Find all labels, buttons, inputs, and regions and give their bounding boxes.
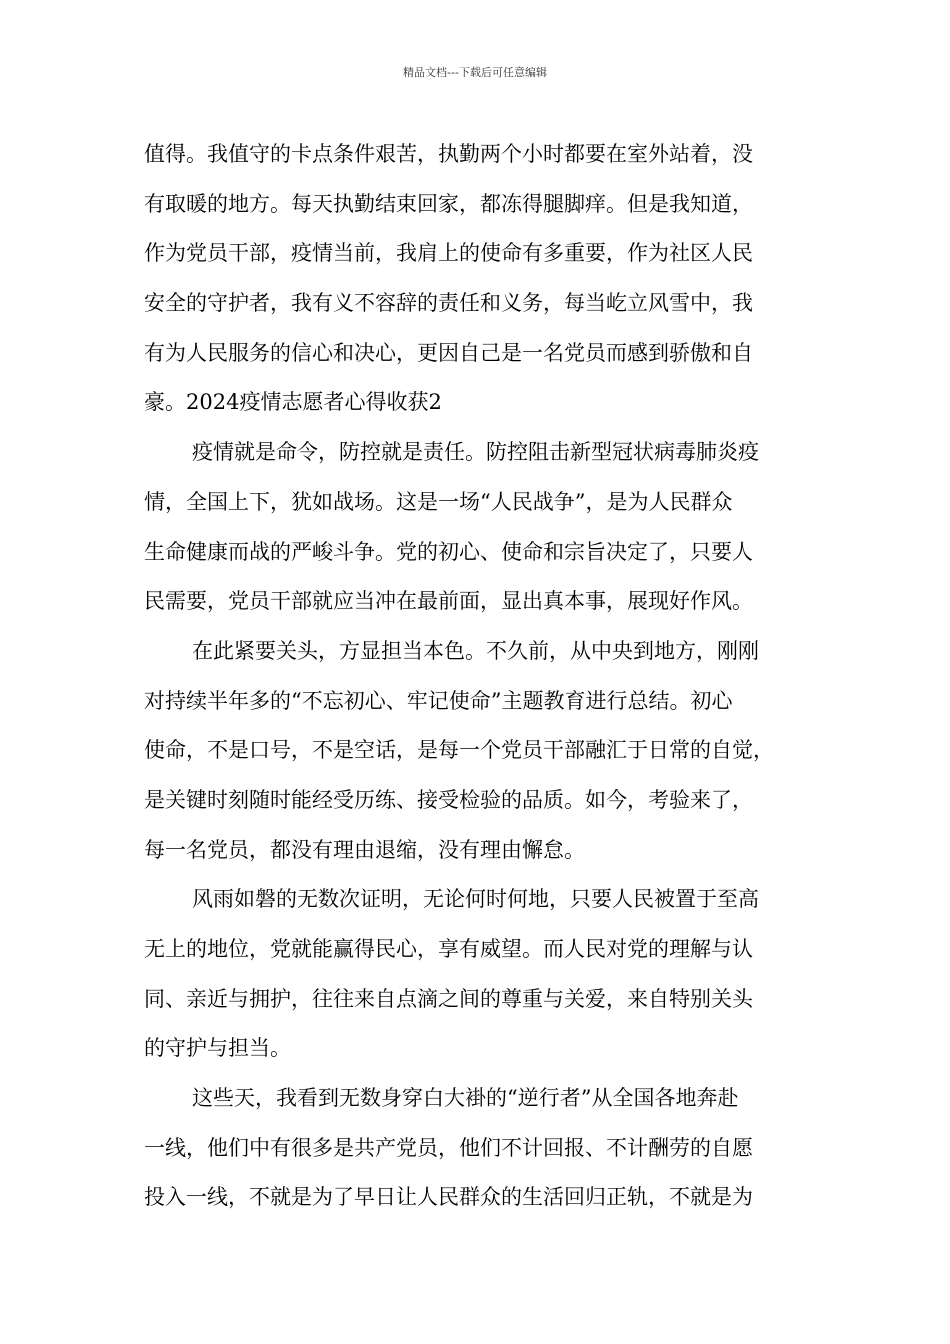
text-line: 使命，不是口号，不是空话，是每一个党员干部融汇于日常的自觉， <box>144 738 774 763</box>
text-line: 每一名党员，都没有理由退缩，没有理由懈怠。 <box>144 837 585 862</box>
text-line: 同、亲近与拥护，往往来自点滴之间的尊重与关爱，来自特别关头 <box>144 986 753 1011</box>
text-line: 情，全国上下，犹如战场。这是一场“人民战争”，是为人民群众 <box>144 489 733 514</box>
text-line: 值得。我值守的卡点条件艰苦，执勤两个小时都要在室外站着，没 <box>144 142 753 166</box>
text-line: 有取暖的地方。每天执勤结束回家，都冻得腿脚痒。但是我知道， <box>144 191 753 216</box>
text-line: 对持续半年多的“不忘初心、牢记使命”主题教育进行总结。初心 <box>144 688 733 713</box>
text-line: 有为人民服务的信心和决心，更因自己是一名党员而感到骄傲和自 <box>144 340 753 365</box>
text-line: 作为党员干部，疫情当前，我肩上的使命有多重要，作为社区人民 <box>144 241 753 266</box>
text-line: 安全的守护者，我有义不容辞的责任和义务，每当屹立风雪中，我 <box>144 291 753 316</box>
text-line: 这些天，我看到无数身穿白大褂的“逆行者”从全国各地奔赴 <box>192 1086 739 1111</box>
text-line: 一线，他们中有很多是共产党员，他们不计回报、不计酬劳的自愿 <box>144 1135 753 1160</box>
text-line: 豪。2024疫情志愿者心得收获2 <box>144 390 442 415</box>
text-line: 疫情就是命令，防控就是责任。防控阻击新型冠状病毒肺炎疫 <box>192 440 759 465</box>
text-line: 风雨如磐的无数次证明，无论何时何地，只要人民被置于至高 <box>192 887 759 912</box>
text-line: 是关键时刻随时能经受历练、接受检验的品质。如今，考验来了， <box>144 787 753 812</box>
text-line: 生命健康而战的严峻斗争。党的初心、使命和宗旨决定了，只要人 <box>144 539 753 564</box>
text-line: 投入一线，不就是为了早日让人民群众的生活回归正轨，不就是为 <box>144 1185 753 1210</box>
text-line: 民需要，党员干部就应当冲在最前面，显出真本事，展现好作风。 <box>144 589 753 614</box>
page-header: 精品文档---下载后可任意编辑 <box>403 66 547 79</box>
body-text <box>144 130 816 1223</box>
text-line: 无上的地位，党就能赢得民心，享有威望。而人民对党的理解与认 <box>144 937 753 961</box>
text-line: 的守护与担当。 <box>144 1036 291 1061</box>
text-line: 在此紧要关头，方显担当本色。不久前，从中央到地方，刚刚 <box>192 638 759 663</box>
